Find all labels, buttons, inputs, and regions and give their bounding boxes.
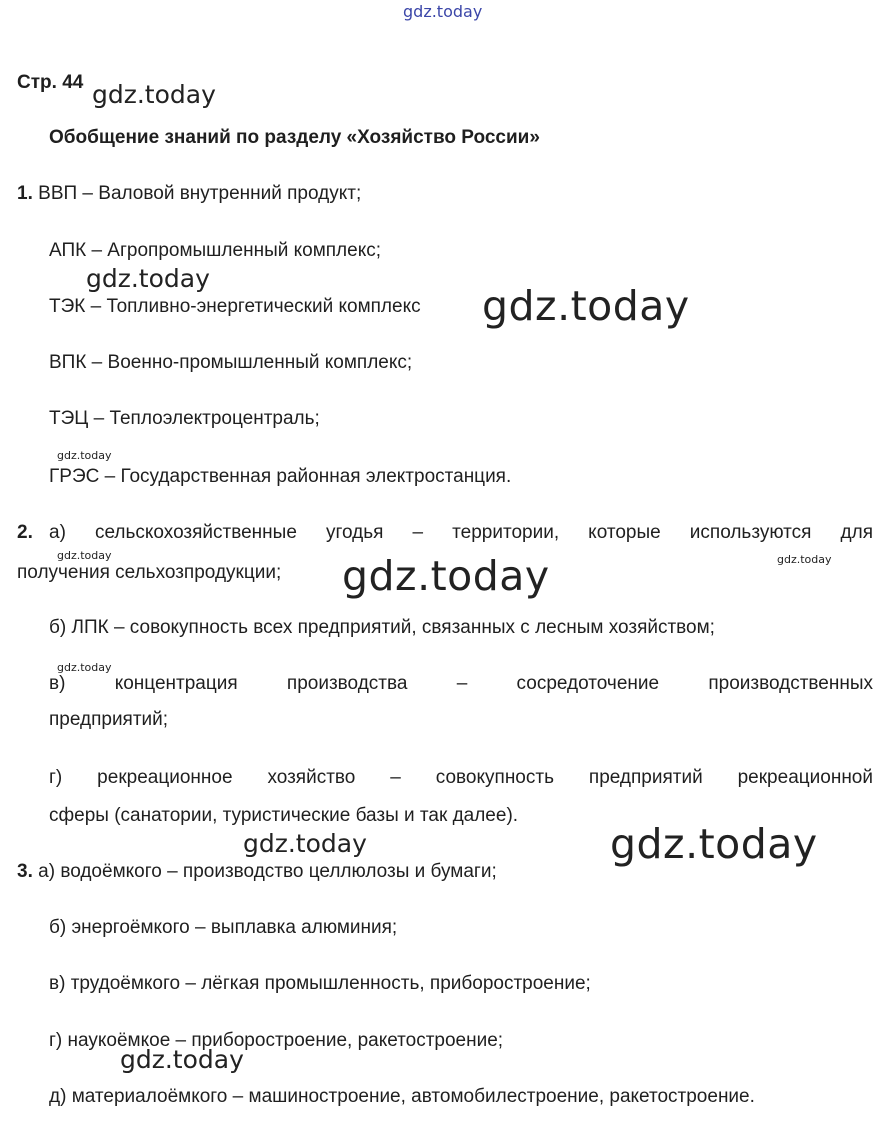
list-item: а) водоёмкого – производство целлюлозы и бумаги;	[38, 861, 497, 882]
watermark: gdz.today	[86, 264, 210, 293]
section-1	[17, 182, 361, 206]
list-item: получения сельхозпродукции;	[17, 562, 282, 583]
watermark: gdz.today	[120, 1045, 244, 1074]
watermark: gdz.today	[342, 552, 550, 600]
watermark: gdz.today	[482, 282, 690, 330]
list-item: б) ЛПК – совокупность всех предприятий, связанных с лесным хозяйством;	[49, 617, 715, 638]
list-item: предприятий;	[49, 709, 169, 730]
watermark: gdz.today	[243, 829, 367, 858]
list-item: ТЭЦ – Теплоэлектроцентраль;	[49, 408, 320, 429]
list-item: в) трудоёмкого – лёгкая промышленность, приборостроение;	[49, 973, 591, 994]
section-number: 3.	[17, 861, 33, 882]
list-item: ВВП – Валовой внутренний продукт;	[38, 183, 362, 204]
section-number: 1.	[17, 183, 33, 204]
list-item: в) концентрация производства – сосредоточение производственных	[49, 673, 873, 694]
list-item: ТЭК – Топливно-энергетический комплекс	[49, 296, 421, 317]
page-number: Стр. 44	[17, 72, 84, 93]
list-item: ВПК – Военно-промышленный комплекс;	[49, 352, 413, 373]
section-number: 2.	[17, 522, 33, 543]
watermark: gdz.today	[57, 449, 112, 462]
list-item: д) материалоёмкого – машиностроение, автомобилестроение, ракетостроение.	[49, 1086, 755, 1107]
section-3	[17, 860, 497, 884]
list-item: б) энергоёмкого – выплавка алюминия;	[49, 917, 398, 938]
section-2-number-line	[17, 521, 33, 545]
watermark: gdz.today	[57, 661, 112, 674]
list-item: г) рекреационное хозяйство – совокупность предприятий рекреационной	[49, 767, 873, 788]
list-item: а) сельскохозяйственные угодья – территории, которые используются для	[49, 522, 873, 543]
list-item: ГРЭС – Государственная районная электростанция.	[49, 466, 512, 487]
page-title: Обобщение знаний по разделу «Хозяйство России»	[49, 127, 540, 148]
watermark: gdz.today	[92, 80, 216, 109]
list-item: сферы (санатории, туристические базы и так далее).	[49, 805, 519, 826]
list-item: г) наукоёмкое – приборостроение, ракетостроение;	[49, 1030, 504, 1051]
watermark: gdz.today	[610, 820, 818, 868]
watermark-top: gdz.today	[403, 2, 483, 21]
watermark: gdz.today	[777, 553, 832, 566]
list-item: АПК – Агропромышленный комплекс;	[49, 240, 382, 261]
watermark: gdz.today	[57, 549, 112, 562]
